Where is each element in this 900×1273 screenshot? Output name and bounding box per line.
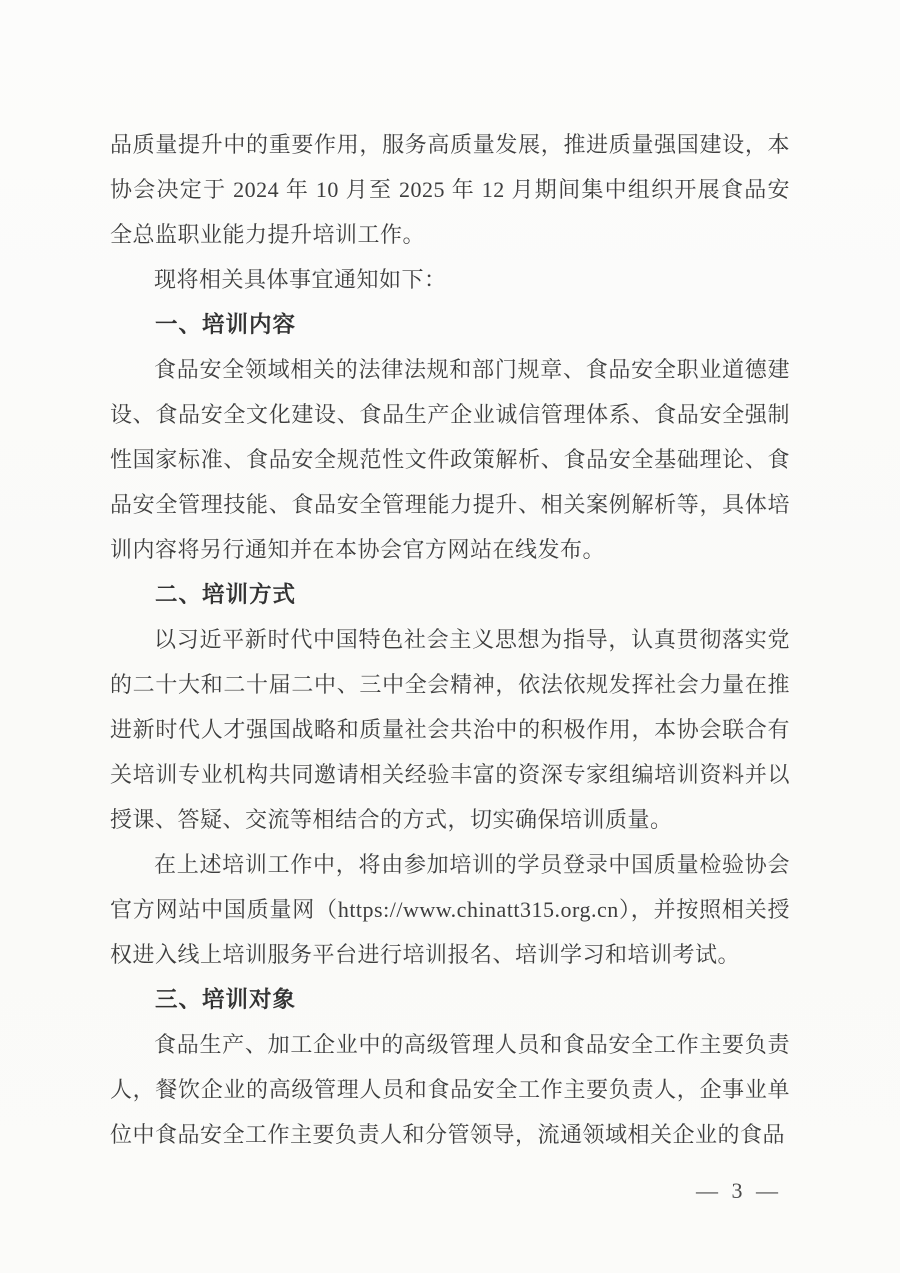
paragraph-intro-continued: 品质量提升中的重要作用，服务高质量发展，推进质量强国建设，本协会决定于 2024 年 10 月至 2025 年 12 月期间集中组织开展食品安全总监职业能力提升培训工作。 bbox=[110, 132, 790, 247]
page-number: — 3 — bbox=[696, 1178, 782, 1203]
paragraph-training-platform: 在上述培训工作中，将由参加培训的学员登录中国质量检验协会官方网站中国质量网（https://www.chinatt315.org.cn），并按照相关授权进入线上培训服务平台进行培训报名、培训学习和培训考试。 bbox=[110, 852, 790, 967]
section-heading-training-audience: 三、培训对象 bbox=[155, 987, 297, 1012]
paragraph-training-method: 以习近平新时代中国特色社会主义思想为指导，认真贯彻落实党的二十大和二十届二中、三中全会精神，依法依规发挥社会力量在推进新时代人才强国战略和质量社会共治中的积极作用，本协会联合有关培训专业机构共同邀请相关经验丰富的资深专家组编培训资料并以授课、答疑、交流等相结合的方式，切实确保培训质量。 bbox=[110, 627, 790, 832]
paragraph-notice-lead: 现将相关具体事宜通知如下： bbox=[154, 267, 447, 292]
section-heading-training-method: 二、培训方式 bbox=[155, 582, 297, 607]
paragraph-training-content: 食品安全领域相关的法律法规和部门规章、食品安全职业道德建设、食品安全文化建设、食品生产企业诚信管理体系、食品安全强制性国家标准、食品安全规范性文件政策解析、食品安全基础理论、食品安全管理技能、食品安全管理能力提升、相关案例解析等，具体培训内容将另行通知并在本协会官方网站在线发布。 bbox=[110, 357, 790, 562]
document-body bbox=[110, 122, 790, 1157]
paragraph-training-audience: 食品生产、加工企业中的高级管理人员和食品安全工作主要负责人，餐饮企业的高级管理人员和食品安全工作主要负责人，企事业单位中食品安全工作主要负责人和分管领导，流通领域相关企业的食品 bbox=[110, 1032, 790, 1147]
section-heading-training-content: 一、培训内容 bbox=[155, 312, 297, 337]
